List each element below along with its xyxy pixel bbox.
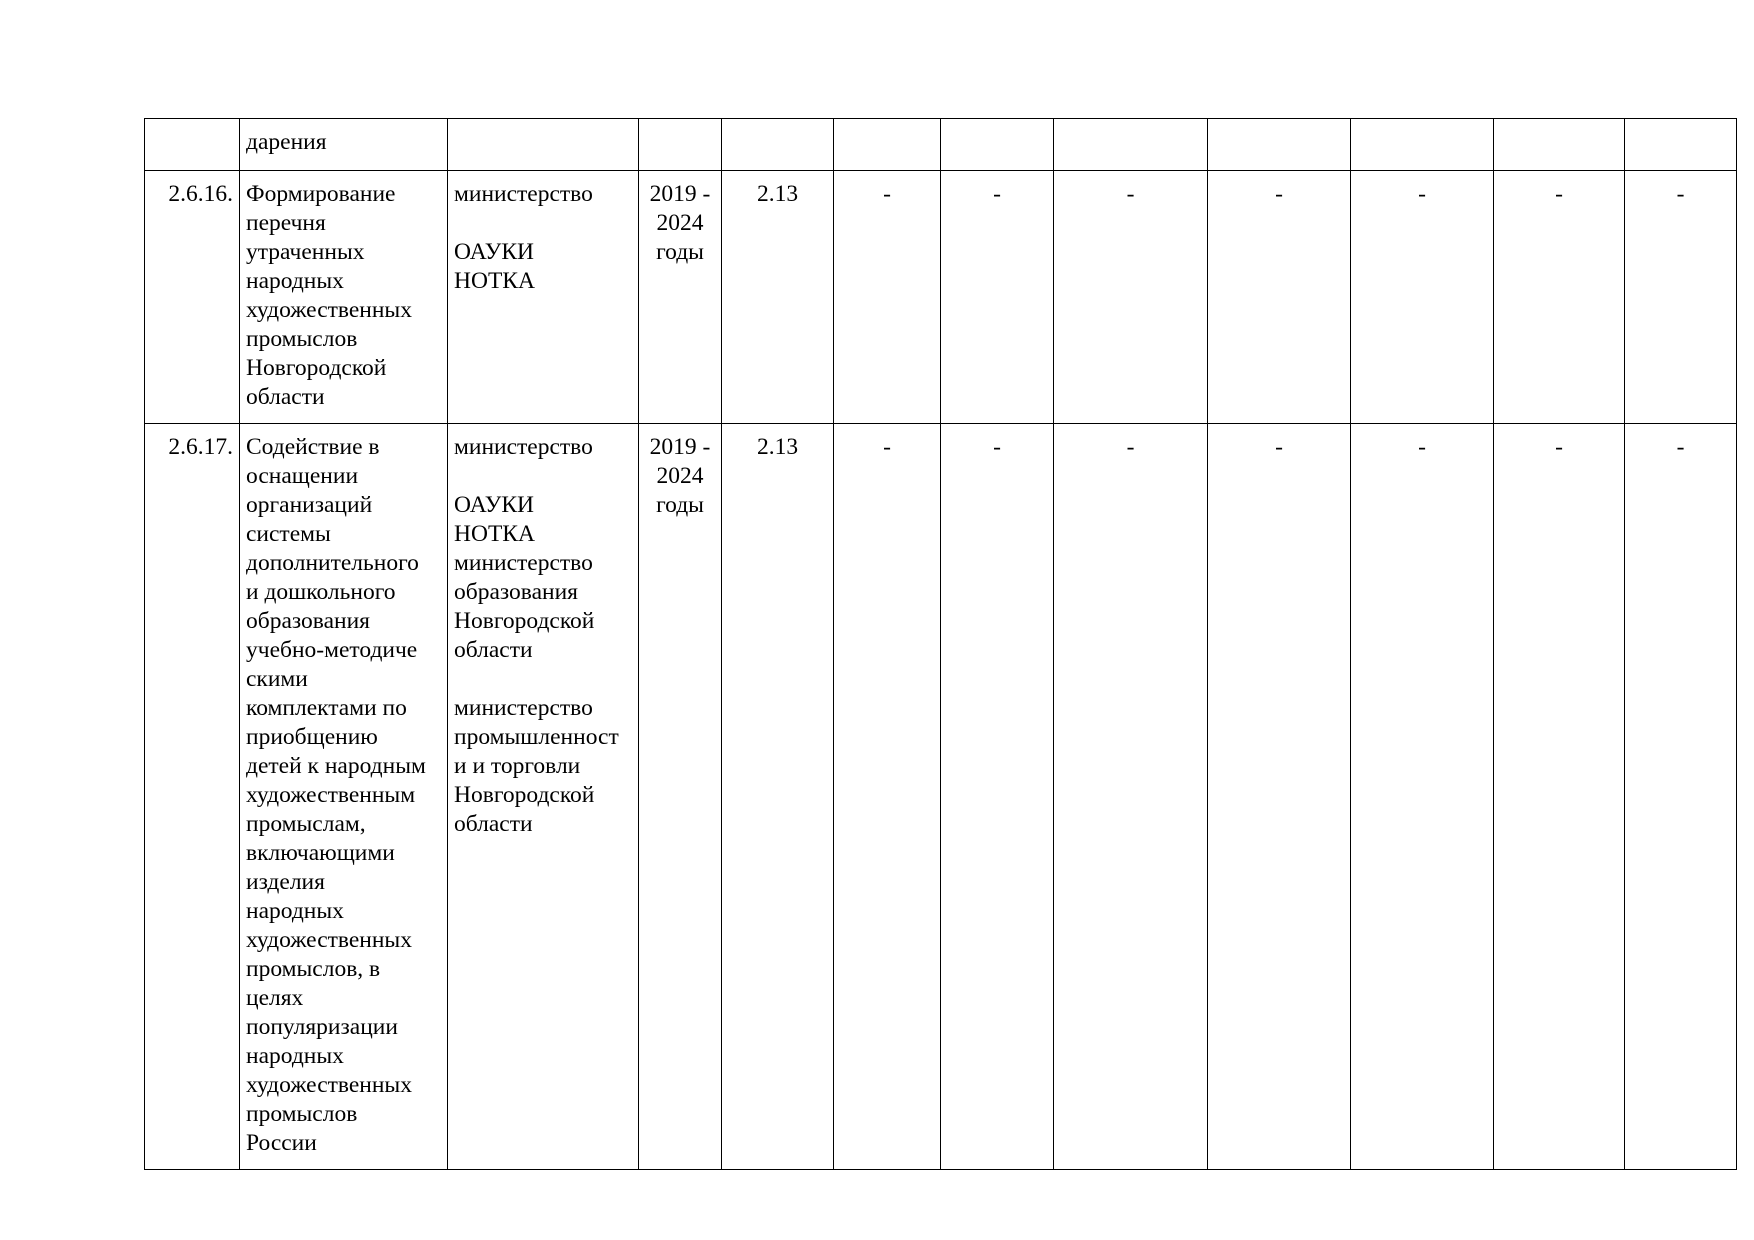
term-line: 2024 [656,210,704,236]
row-number [145,119,240,171]
value-cell: - [1494,171,1625,424]
measure-name-line: оснащении [246,463,359,489]
measure-name-line: Формирование [246,181,396,207]
value-cell: - [1208,424,1351,1170]
term-line: 2019 - [649,434,711,460]
measure-name-line: промыслов [246,326,358,352]
executor-line: министерство [454,695,593,721]
executor-line: области [454,637,533,663]
measure-name-line: художественных [246,297,412,323]
measure-name-line: области [246,384,325,410]
measure-name-line: изделия [246,869,325,895]
measure-name-line: художественным [246,782,416,808]
measure-name-line: образования [246,608,370,634]
executor-line: ОАУКИ [454,239,534,265]
measure-name-line: утраченных [246,239,365,265]
measures-table [144,118,1737,1170]
empty-cell [1494,119,1625,171]
executor-spacer [454,462,632,491]
measure-name-line: России [246,1130,317,1156]
measure-name-line: популяризации [246,1014,398,1040]
executor-spacer [454,665,632,694]
executor-line: министерство [454,434,593,460]
measure-name-line: приобщению [246,724,378,750]
measure-name-line: дополнительного [246,550,419,576]
measure-name-line: народных [246,268,344,294]
measure-name-line: Новгородской [246,355,387,381]
empty-cell [1351,119,1494,171]
value-cell: - [1625,424,1737,1170]
value-cell: - [941,171,1054,424]
measure-name-line: промыслам, [246,811,366,837]
executor-line: и и торговли [454,753,581,779]
measure-name-line: включающими [246,840,395,866]
executor-line: Новгородской [454,782,595,808]
measure-name-line: комплектами по [246,695,407,721]
empty-cell [639,119,722,171]
value-cell: - [1494,424,1625,1170]
executor-line: НОТКА [454,521,535,547]
empty-cell [834,119,941,171]
value-cell: - [1351,424,1494,1170]
table-row-2-6-16 [145,171,1737,424]
value-cell: - [1054,171,1208,424]
measure-name-line: детей к народным [246,753,426,779]
measure-name-line: художественных [246,1072,412,1098]
term-line: годы [656,239,704,265]
measure-name-line: дарения [246,129,327,155]
measure-name [240,171,448,424]
measure-name-line: учебно-методиче [246,637,418,663]
measure-name-line: художественных [246,927,412,953]
table-row-continuation [145,119,1737,171]
measure-name-line: промыслов [246,1101,358,1127]
value-cell: - [834,171,941,424]
measure-name [240,119,448,171]
target-indicator: 2.13 [722,424,834,1170]
measure-name-line: скими [246,666,308,692]
row-number: 2.6.16. [145,171,240,424]
executor-line: области [454,811,533,837]
executor [448,171,639,424]
executor-line: министерство [454,181,593,207]
value-cell: - [1625,171,1737,424]
measure-name-line: народных [246,1043,344,1069]
measure-name-line: перечня [246,210,326,236]
executor-line: ОАУКИ [454,492,534,518]
empty-cell [448,119,639,171]
term [639,424,722,1170]
executor-spacer [454,209,632,238]
measure-name-line: и дошкольного [246,579,396,605]
executor-line: министерство [454,550,593,576]
term-line: 2024 [656,463,704,489]
executor-line: Новгородской [454,608,595,634]
term-line: годы [656,492,704,518]
value-cell: - [1054,424,1208,1170]
measure-name-line: системы [246,521,331,547]
measure-name-line: организаций [246,492,373,518]
empty-cell [941,119,1054,171]
executor [448,424,639,1170]
value-cell: - [1351,171,1494,424]
empty-cell [1054,119,1208,171]
measure-name-line: промыслов, в [246,956,381,982]
executor-line: образования [454,579,578,605]
term [639,171,722,424]
target-indicator: 2.13 [722,171,834,424]
measure-name-line: Содействие в [246,434,380,460]
term-line: 2019 - [649,181,711,207]
table-row-2-6-17 [145,424,1737,1170]
empty-cell [1208,119,1351,171]
empty-cell [722,119,834,171]
value-cell: - [941,424,1054,1170]
value-cell: - [1208,171,1351,424]
measure-name [240,424,448,1170]
empty-cell [1625,119,1737,171]
measure-name-line: народных [246,898,344,924]
executor-line: промышленност [454,724,619,750]
measure-name-line: целях [246,985,304,1011]
row-number: 2.6.17. [145,424,240,1170]
value-cell: - [834,424,941,1170]
executor-line: НОТКА [454,268,535,294]
